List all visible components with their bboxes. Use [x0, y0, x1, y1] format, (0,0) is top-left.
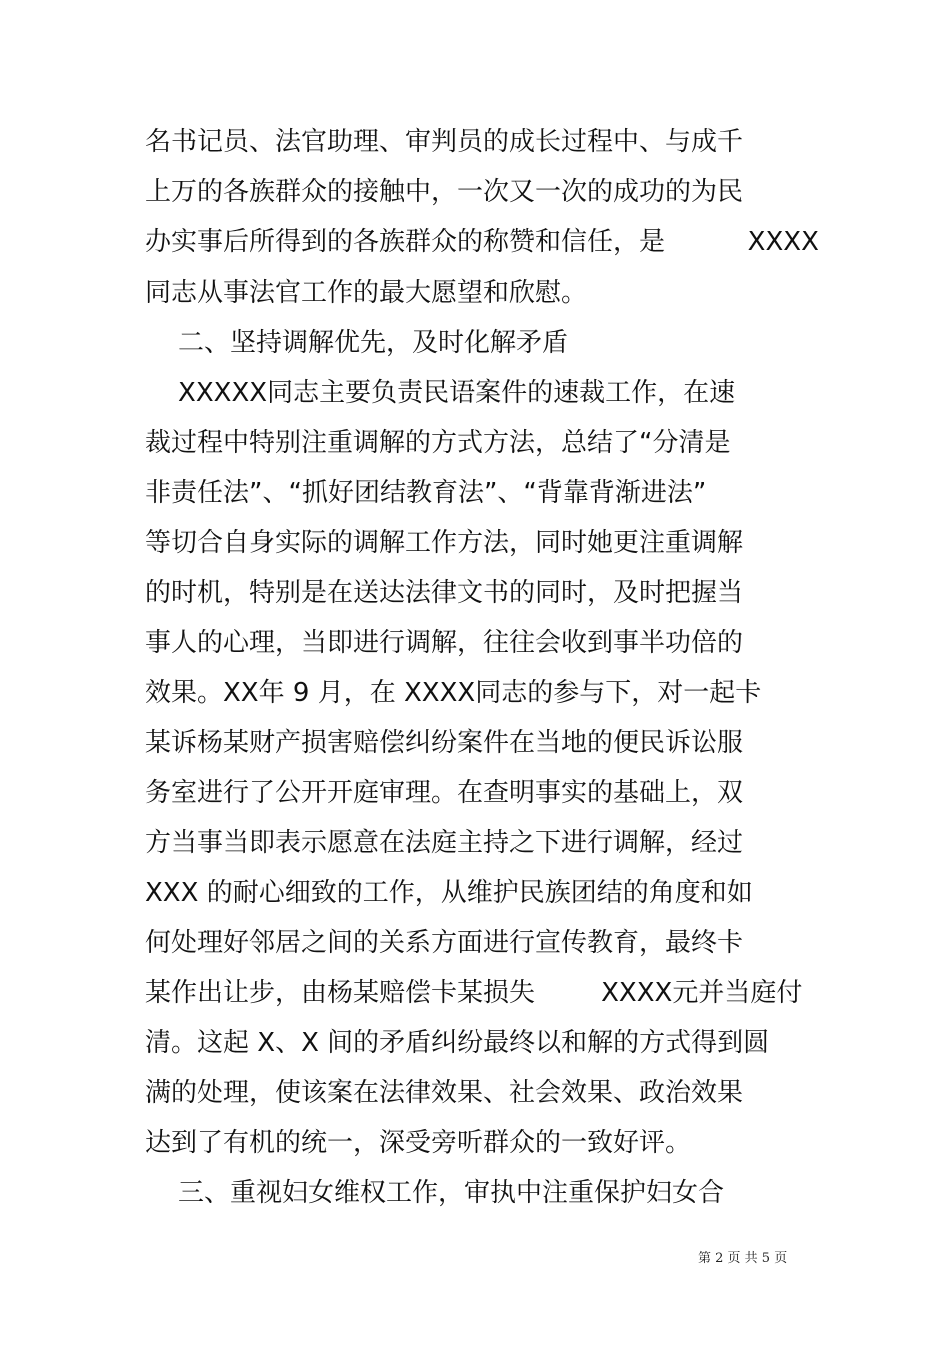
body-line-4: 同志从事法官工作的最大愿望和欣慰。	[145, 278, 588, 308]
body-line-15: 方当事当即表示愿意在法庭主持之下进行调解，经过	[145, 828, 744, 858]
body-line-14: 务室进行了公开开庭审理。在查明事实的基础上，双	[145, 778, 744, 808]
section-heading-3: 三、重视妇女维权工作，审执中注重保护妇女合	[145, 1178, 725, 1208]
body-line-2: 上万的各族群众的接触中，一次又一次的成功的为民	[145, 177, 744, 207]
body-line-7: 裁过程中特别注重调解的方式方法，总结了“分清是	[145, 428, 731, 458]
body-line-8: 非责任法”、“抓好团结教育法”、“背靠背渐进法”	[145, 478, 707, 508]
body-line-13: 某诉杨某财产损害赔偿纠纷案件在当地的便民诉讼服	[145, 728, 744, 758]
body-line-9: 等切合自身实际的调解工作方法，同时她更注重调解	[145, 528, 744, 558]
body-line-1: 名书记员、法官助理、审判员的成长过程中、与成千	[145, 127, 744, 157]
body-line-12: 效果。XX年 9 月，在 XXXX同志的参与下，对一起卡	[145, 678, 762, 708]
page-number: 第 2 页 共 5 页	[698, 1251, 788, 1266]
body-line-18: 某作出让步，由杨某赔偿卡某损失 XXXX元并当庭付	[145, 978, 803, 1008]
body-line-17: 何处理好邻居之间的关系方面进行宣传教育，最终卡	[145, 928, 744, 958]
body-line-6: XXXXX同志主要负责民语案件的速裁工作，在速	[145, 378, 736, 408]
body-line-3: 办实事后所得到的各族群众的称赞和信任，是 XXXX	[145, 227, 819, 257]
body-line-21: 达到了有机的统一，深受旁听群众的一致好评。	[145, 1128, 692, 1158]
body-line-16: XXX 的耐心细致的工作，从维护民族团结的角度和如	[145, 878, 753, 908]
body-line-11: 事人的心理，当即进行调解，往往会收到事半功倍的	[145, 628, 744, 658]
body-line-19: 清。这起 X、X 间的矛盾纠纷最终以和解的方式得到圆	[145, 1028, 770, 1058]
body-line-20: 满的处理，使该案在法律效果、社会效果、政治效果	[145, 1078, 744, 1108]
section-heading-2: 二、坚持调解优先，及时化解矛盾	[145, 328, 569, 358]
body-line-10: 的时机，特别是在送达法律文书的同时，及时把握当	[145, 578, 744, 608]
